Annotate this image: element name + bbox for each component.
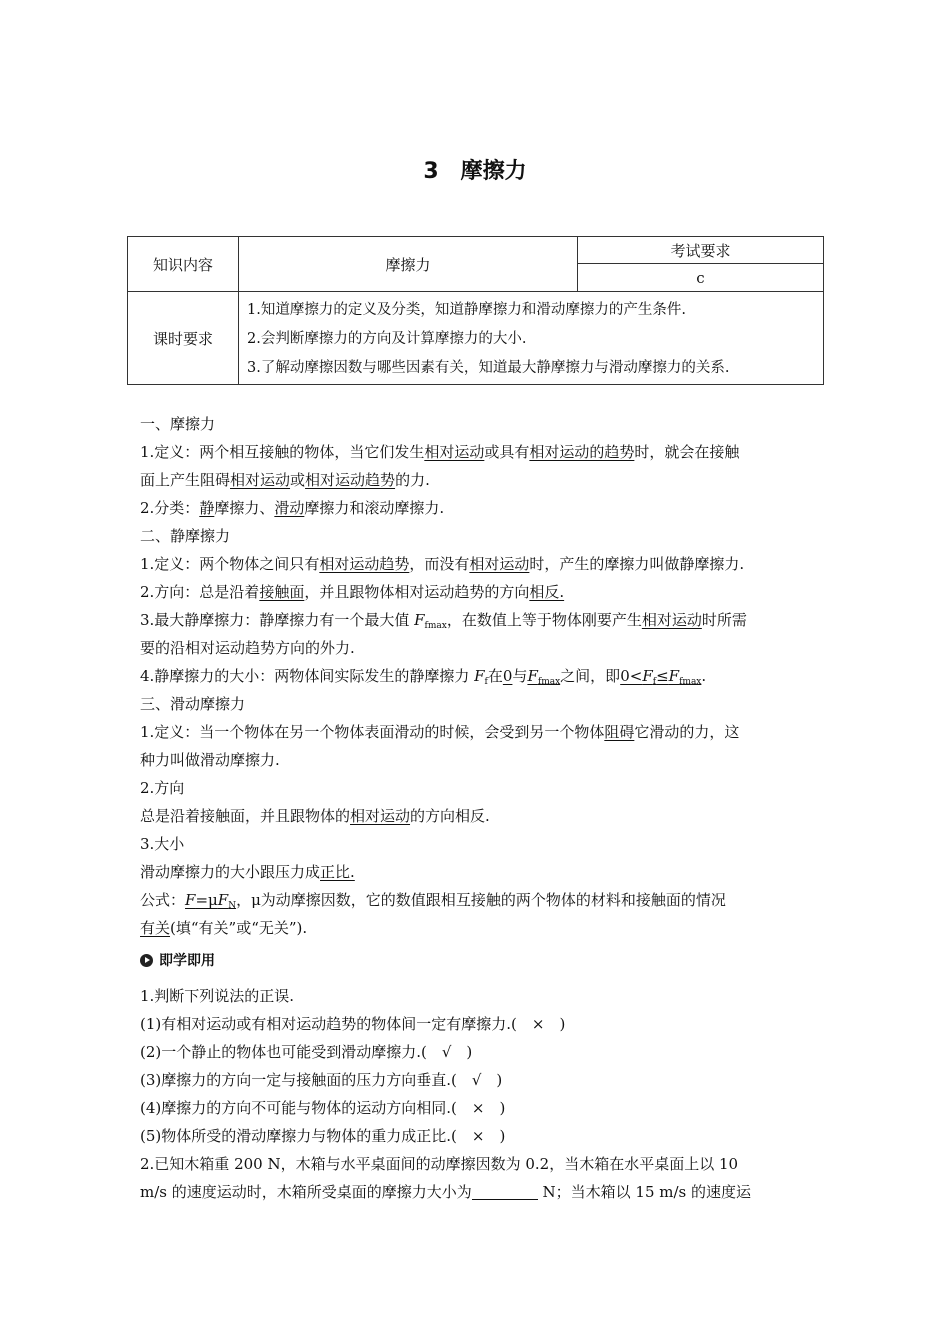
fill-answer: 静	[199, 499, 215, 517]
section-heading: 三、滑动摩擦力	[140, 695, 246, 713]
paragraph-line: 滑动摩擦力的大小跟压力成正比.	[140, 863, 355, 881]
fill-answer: 相对运动趋势	[305, 471, 396, 489]
section-heading: 二、静摩擦力	[140, 527, 231, 545]
paragraph-line: 4.静摩擦力的大小：两物体间实际发生的静摩擦力 $F_f$在0与$F_{fmax}$之间，即$0<F_f\le F_{fmax}$.	[140, 667, 707, 687]
judgement-item: (5)物体所受的滑动摩擦力与物体的重力成正比.( × )	[140, 1127, 506, 1145]
fill-answer: 相反.	[529, 583, 565, 601]
paragraph-line: 要的沿相对运动趋势方向的外力.	[140, 639, 355, 657]
fill-answer: 相对运动	[230, 471, 291, 489]
fill-answer: 0	[502, 667, 513, 685]
play-icon	[140, 954, 153, 967]
section-number: 3	[423, 159, 439, 184]
paragraph-line: 1.定义：两个物体之间只有相对运动趋势，而没有相对运动时，产生的摩擦力叫做静摩擦力.	[140, 555, 745, 573]
topic-cell: 摩擦力	[239, 237, 578, 292]
fill-answer: $F=\mu F_N$	[185, 891, 237, 911]
paragraph-line: 2.方向：总是沿着接触面，并且跟物体相对运动趋势的方向相反.	[140, 583, 565, 601]
requirements-table	[127, 236, 824, 385]
formula-line: 公式：$F=\mu F_N$，μ为动摩擦因数，它的数值跟相互接触的两个物体的材料和接触面的情况	[140, 891, 726, 911]
judgement-item: (1)有相对运动或有相对运动趋势的物体间一定有摩擦力.( × )	[140, 1015, 566, 1033]
requirement-item: 1.知道摩擦力的定义及分类，知道静摩擦力和滑动摩擦力的产生条件.	[247, 302, 686, 318]
paragraph-line: 3.大小	[140, 835, 185, 853]
main-content	[140, 410, 820, 1206]
question: 1.判断下列说法的正误.	[140, 987, 295, 1005]
requirement-item: 3.了解动摩擦因数与哪些因素有关，知道最大静摩擦力与滑动摩擦力的关系.	[247, 360, 730, 376]
answer-blank[interactable]	[472, 1183, 538, 1200]
fill-answer: 相对运动趋势	[319, 555, 410, 573]
paragraph-line: 总是沿着接触面，并且跟物体的相对运动的方向相反.	[140, 807, 490, 825]
fill-answer: $F_{fmax}$	[527, 667, 561, 687]
paragraph-line: 有关(填“有关”或“无关”).	[140, 919, 308, 937]
knowledge-header: 知识内容	[128, 237, 239, 292]
paragraph-line: 2.分类：静摩擦力、滑动摩擦力和滚动摩擦力.	[140, 499, 445, 517]
paragraph-line: 面上产生阻碍相对运动或相对运动趋势的力.	[140, 471, 430, 489]
paragraph-line: 1.定义：两个相互接触的物体，当它们发生相对运动或具有相对运动的趋势时，就会在接触	[140, 443, 740, 461]
fill-answer: 相对运动	[424, 443, 485, 461]
question: 2.已知木箱重 200 N，木箱与水平桌面间的动摩擦因数为 0.2，当木箱在水平桌面上以 10	[140, 1155, 739, 1173]
exam-level-cell: c	[578, 264, 824, 292]
practice-heading: 即学即用	[140, 946, 820, 974]
lesson-header: 课时要求	[128, 292, 239, 385]
requirement-item: 2.会判断摩擦力的方向及计算摩擦力的大小.	[247, 331, 527, 347]
question: m/s 的速度运动时，木箱所受桌面的摩擦力大小为 N；当木箱以 15 m/s 的速度运	[140, 1183, 752, 1201]
fill-answer: 相对运动	[641, 611, 702, 629]
paragraph-line: 1.定义：当一个物体在另一个物体表面滑动的时候，会受到另一个物体阻碍它滑动的力，这	[140, 723, 740, 741]
paragraph-line: 种力叫做滑动摩擦力.	[140, 751, 280, 769]
fill-answer: 相对运动	[469, 555, 530, 573]
section-heading: 一、摩擦力	[140, 415, 216, 433]
judgement-item: (3)摩擦力的方向一定与接触面的压力方向垂直.( √ )	[140, 1071, 503, 1089]
judgement-item: (2)一个静止的物体也可能受到滑动摩擦力.( √ )	[140, 1043, 473, 1061]
title-text: 摩擦力	[460, 159, 527, 184]
requirements-cell	[239, 292, 824, 385]
fill-answer: 接触面	[259, 583, 305, 601]
paragraph-line: 3.最大静摩擦力：静摩擦力有一个最大值 $F_{fmax}$，在数值上等于物体刚要产生相对运动时所需	[140, 611, 747, 631]
fill-answer: 阻碍	[604, 723, 635, 741]
fill-answer: 相对运动的趋势	[529, 443, 635, 461]
fill-answer: 正比.	[320, 863, 355, 881]
fill-answer: 滑动	[274, 499, 305, 517]
fill-answer: $0<F_f\le F_{fmax}$	[620, 667, 702, 687]
paragraph-line: 2.方向	[140, 779, 185, 797]
page-title	[0, 154, 950, 185]
judgement-item: (4)摩擦力的方向不可能与物体的运动方向相同.( × )	[140, 1099, 506, 1117]
fill-answer: 有关	[140, 919, 171, 937]
fill-answer: 相对运动	[350, 807, 411, 825]
exam-header: 考试要求	[578, 237, 824, 264]
